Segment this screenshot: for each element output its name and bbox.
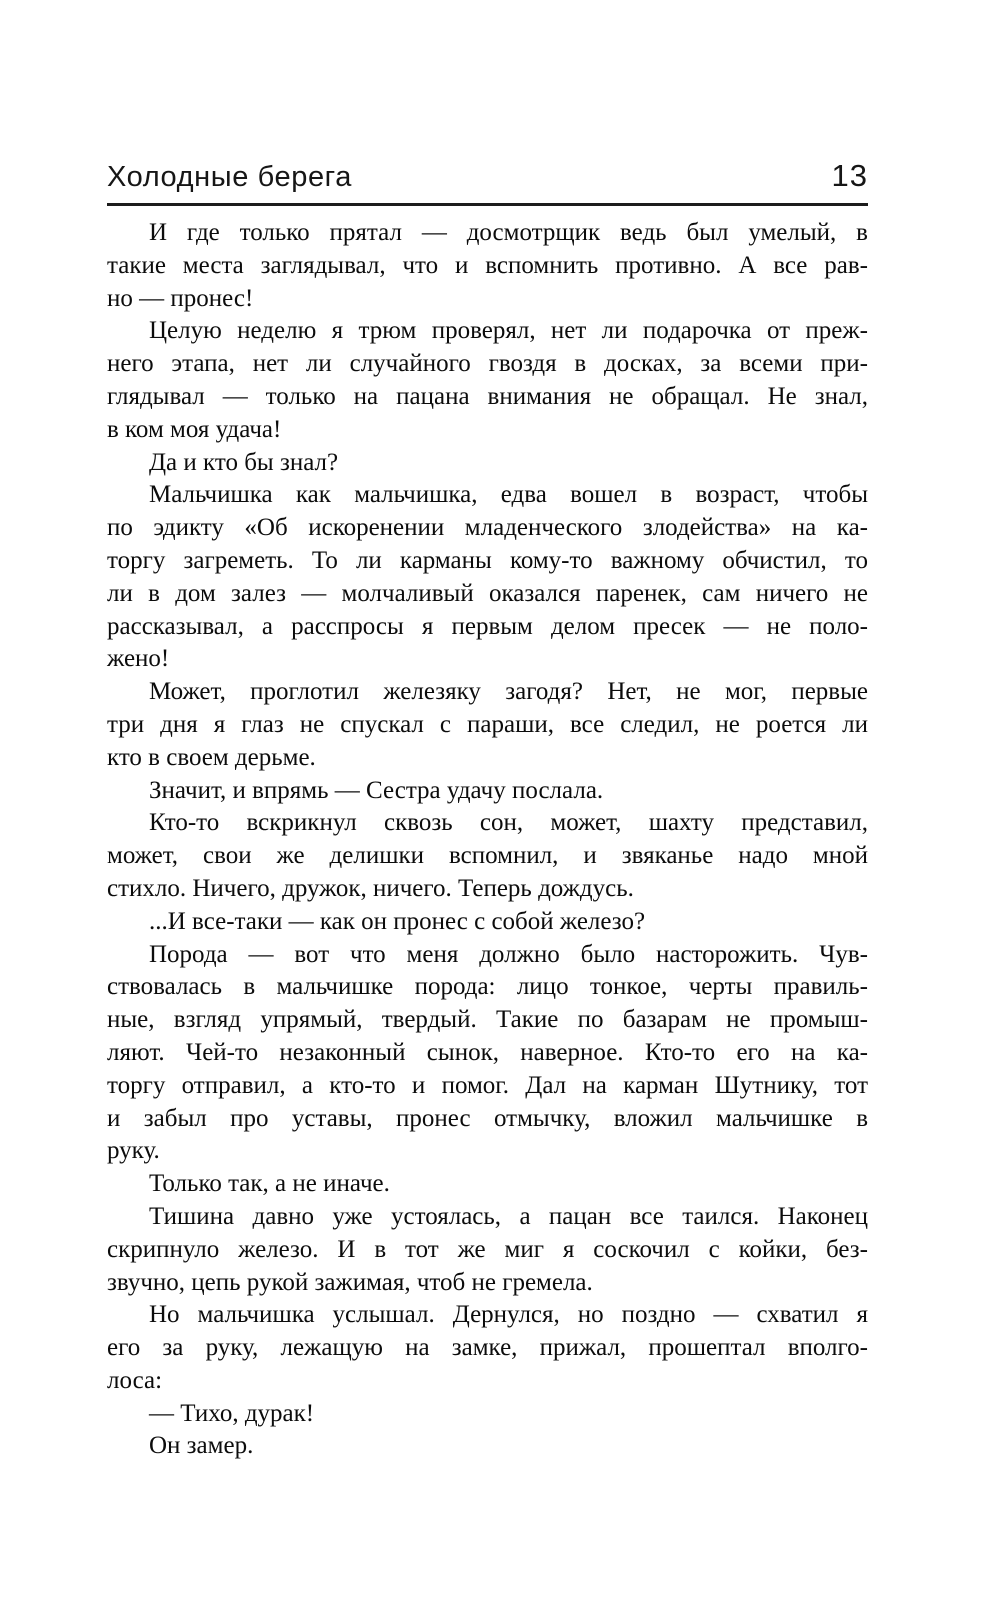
running-head <box>107 158 868 206</box>
text-line: — Тихо, дурак! <box>149 1399 315 1427</box>
text-line: звучно, цепь рукой зажимая, чтоб не гремела. <box>107 1268 593 1296</box>
text-line: скрипнуло железо. И в тот же миг я соскочил с койки, без- <box>107 1235 868 1263</box>
text-line: в ком моя удача! <box>107 415 282 443</box>
text-line: его за руку, лежащую на замке, прижал, прошептал вполго- <box>107 1334 868 1362</box>
text-line: Целую неделю я трюм проверял, нет ли подарочка от преж- <box>149 317 868 345</box>
text-line: ли в дом залез — молчаливый оказался паренек, сам ничего не <box>107 579 868 607</box>
text-line: рассказывал, а расспросы я первым делом пресек — не поло- <box>107 612 868 640</box>
text-line: жено! <box>107 645 170 673</box>
text-line: Но мальчишка услышал. Дернулся, но поздно — схватил я <box>149 1301 868 1329</box>
text-line: Он замер. <box>149 1432 254 1460</box>
text-line: но — пронес! <box>107 284 254 312</box>
text-line: И где только прятал — досмотрщик ведь был умелый, в <box>149 219 868 246</box>
text-line: Может, проглотил железяку загодя? Нет, не мог, первые <box>149 678 868 706</box>
text-line: по эдикту «Об искоренении младенческого злодейства» на ка- <box>107 514 868 542</box>
text-line: стихло. Ничего, дружок, ничего. Теперь дождусь. <box>107 874 634 902</box>
text-line: кто в своем дерьме. <box>107 743 316 771</box>
text-line: ные, взгляд упрямый, твердый. Такие по базарам не промыш- <box>107 1006 868 1034</box>
text-line: руку. <box>107 1137 160 1165</box>
text-line: Кто-то вскрикнул сквозь сон, может, шахту представил, <box>149 809 868 837</box>
page-number: 13 <box>831 158 868 193</box>
text-line: такие места заглядывал, что и вспомнить противно. А все рав- <box>107 251 868 279</box>
text-line: Только так, а не иначе. <box>149 1170 390 1198</box>
text-line: три дня я глаз не спускал с параши, все следил, не роется ли <box>107 710 868 738</box>
text-line: Порода — вот что меня должно было насторожить. Чув- <box>149 940 868 968</box>
text-line: торгу отправил, а кто-то и помог. Дал на карман Шутнику, тот <box>107 1071 868 1099</box>
text-line: глядывал — только на пацана внимания не обращал. Не знал, <box>107 382 868 410</box>
text-line: Да и кто бы знал? <box>149 448 339 476</box>
text-line: Мальчишка как мальчишка, едва вошел в возраст, чтобы <box>149 481 868 509</box>
text-line: лоса: <box>107 1366 163 1394</box>
page-body <box>107 217 868 1463</box>
text-line: торгу загреметь. То ли карманы кому-то важному обчистил, то <box>107 546 868 574</box>
page-content <box>107 158 868 1463</box>
text-line: Тишина давно уже устоялась, а пацан все таился. Наконец <box>149 1202 868 1230</box>
text-line: и забыл про уставы, пронес отмычку, вложил мальчишке в <box>107 1104 868 1132</box>
text-line: может, свои же делишки вспомнил, и звяканье надо мной <box>107 842 868 870</box>
text-line: него этапа, нет ли случайного гвоздя в досках, за всеми при- <box>107 350 868 378</box>
text-line: ствовалась в мальчишке порода: лицо тонкое, черты правиль- <box>107 973 868 1001</box>
running-title: Холодные берега <box>107 161 352 193</box>
text-line: ляют. Чей-то незаконный сынок, наверное. Кто-то его на ка- <box>107 1038 868 1066</box>
text-line: ...И все-таки — как он пронес с собой железо? <box>149 907 646 935</box>
text-line: Значит, и впрямь — Сестра удачу послала. <box>149 776 604 804</box>
